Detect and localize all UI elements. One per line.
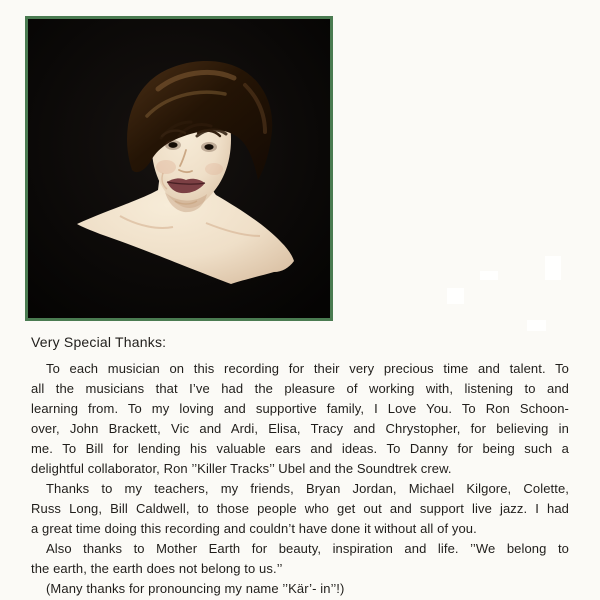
text-line: Russ Long, Bill Caldwell, to those people who get out and support live jazz. I had [31,501,569,516]
scan-artifact [480,271,498,280]
thanks-paragraphs [31,359,569,599]
text-line: To each musician on this recording for their very precious time and talent. To [46,361,569,376]
text-line: Also thanks to Mother Earth for beauty, inspiration and life. ’’We belong to [46,541,569,556]
portrait-photo-frame [25,16,333,321]
text-line: over, John Brackett, Vic and Ardi, Elisa, Tracy and Chrystopher, for believing in [31,421,569,436]
woman-portrait-image [28,19,330,318]
text-line: (Many thanks for pronouncing my name ’’Kär’- in’’!) [46,581,345,596]
text-line: all the musicians that I’ve had the pleasure of working with, listening to and [31,381,569,396]
cheek-blush-left [156,160,176,174]
text-line: learning from. To my loving and supportive family, I Love You. To Ron Schoon- [31,401,569,416]
thanks-paragraph [31,359,569,479]
text-line: Thanks to my teachers, my friends, Bryan Jordan, Michael Kilgore, Colette, [46,481,569,496]
thanks-paragraph [31,539,569,579]
text-line: a great time doing this recording and couldn’t have done it without all of you. [31,521,477,536]
thanks-text-block [31,332,569,599]
text-line: delightful collaborator, Ron ’’Killer Tracks’’ Ubel and the Soundtrek crew. [31,461,452,476]
eye-right [204,144,213,150]
scan-artifact [447,288,464,304]
cheek-blush-right [205,163,223,175]
scan-artifact [545,256,561,280]
text-line: the earth, the earth does not belong to us.’’ [31,561,283,576]
eye-left [168,142,177,148]
thanks-paragraph [31,479,569,539]
thanks-paragraph [31,579,569,599]
text-line: me. To Bill for lending his valuable ears and ideas. To Danny for being such a [31,441,569,456]
scan-artifact [527,320,546,331]
section-heading: Very Special Thanks: [31,334,167,350]
